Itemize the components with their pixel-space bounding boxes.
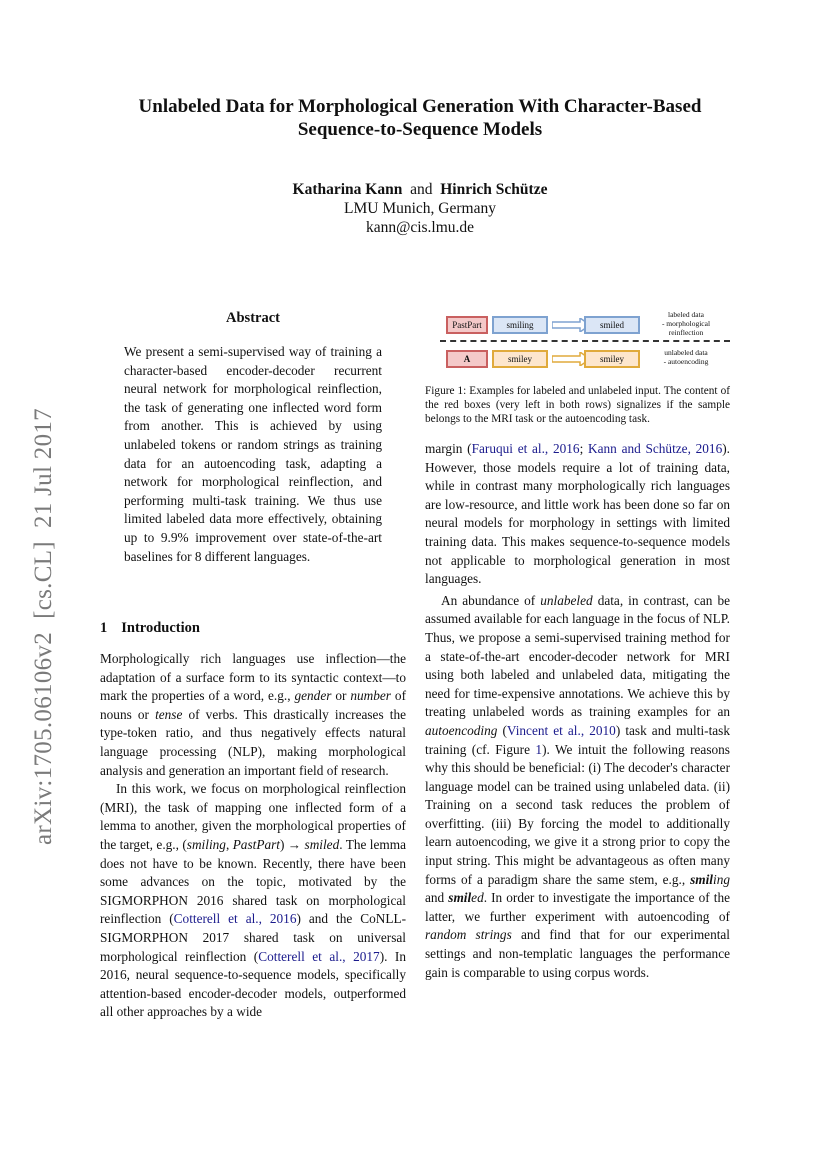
row-label: labeled data - morphological reinflection bbox=[661, 310, 711, 337]
section-number: 1 bbox=[100, 620, 108, 636]
input-box: smiling bbox=[492, 316, 548, 334]
title-line-1: Unlabeled Data for Morphological Generation With Character-Based bbox=[138, 96, 702, 117]
citation-link[interactable]: Kann and Schütze, 2016 bbox=[588, 441, 723, 456]
figure-caption: Figure 1: Examples for labeled and unlabeled input. The content of the red boxes (very left in both rows) signalizes if the sample belongs to the MRI task or the autoencoding task. bbox=[425, 385, 730, 425]
task-tag-box: A bbox=[446, 350, 488, 368]
left-column bbox=[100, 650, 406, 1022]
citation-link[interactable]: Cotterell et al., 2016 bbox=[173, 911, 297, 927]
figure-1 bbox=[440, 308, 740, 373]
affiliation: LMU Munich, Germany bbox=[344, 200, 496, 217]
right-column bbox=[425, 440, 730, 982]
arxiv-stamp: arXiv:1705.06106v2 [cs.CL] 21 Jul 2017 bbox=[30, 408, 57, 845]
citation-link[interactable]: Faruqui et al., 2016 bbox=[471, 441, 580, 456]
paper-title bbox=[100, 95, 740, 141]
citation-link[interactable]: Cotterell et al., 2017 bbox=[258, 948, 380, 964]
figure-ref-link[interactable]: 1 bbox=[535, 741, 543, 757]
section-heading bbox=[100, 620, 214, 637]
paragraph: An abundance of unlabeled data, in contrast, can be assumed available for each language in the focus of NLP. Thus, we propose a semi-supervised training method for a state-of-the-art encoder-decoder network for MRI using both labeled and unlabeled data, mitigating the need for time-expensive annotations. We achieve this by treating unlabeled words as training examples for an autoencoding (Vincent et al., 2010) task and multi-task training (cf. Figure 1). We intuit the following reasons why this should be beneficial: (i) The decoder's character language model can be trained using unlabeled data. (ii) Training on a second task reduces the problem of overfitting. (iii) By forcing the model to additionally learn autoencoding, we give it a strong prior to copy the input string. This might be advantageous as often many forms of a paradigm share the same stem, e.g., smiling and smiled. In order to investigate the importance of the latter, we further experiment with autoencoding of random strings and find that for our experimental settings and non-templatic languages the performance gain is comparable to using corpus words. bbox=[425, 592, 731, 980]
paragraph: Morphologically rich languages use inflection—the adaptation of a surface form to its syntactic context—to mark the properties of a word, e.g., gender or number of nouns or tense of verbs. This drastically increases the type-token ratio, and thus negatively effects natural language processing (NLP), making morphological analysis and generation an important field of research. bbox=[100, 651, 406, 778]
abstract-text: We present a semi-supervised way of training a character-based encoder-decoder recurrent neural network for morphological reinflection, the task of generating one inflected word form from another. This is achieved by using unlabeled tokens or random strings as training data for an autoencoding task, adapting a network for morphological reinflection, and performing multi-task training. We thus use limited labeled data more effectively, obtaining up to 9.9% improvement over state-of-the-art baselines for 8 different languages. bbox=[124, 344, 382, 564]
output-box: smiley bbox=[584, 350, 640, 368]
abstract-heading: Abstract bbox=[226, 310, 280, 326]
paragraph: margin (Faruqui et al., 2016; Kann and Schütze, 2016). However, those models require a lot of training data, while in contrast many morphologically rich languages are low-resource, and little work has been done so far on neural models for morphology in settings with limited training data. This makes sequence-to-sequence models not applicable to morphological generation in most languages. bbox=[425, 441, 730, 587]
output-box: smiled bbox=[584, 316, 640, 334]
section-title: Introduction bbox=[121, 620, 200, 636]
author-block bbox=[100, 180, 740, 237]
row-label: unlabeled data - autoencoding bbox=[663, 348, 709, 366]
and-text: and bbox=[410, 181, 433, 198]
task-tag-box: PastPart bbox=[446, 316, 488, 334]
author-2: Hinrich Schütze bbox=[440, 181, 548, 198]
title-line-2: Sequence-to-Sequence Models bbox=[297, 119, 543, 140]
author-1: Katharina Kann bbox=[292, 181, 403, 198]
input-box: smiley bbox=[492, 350, 548, 368]
citation-link[interactable]: Vincent et al., 2010 bbox=[506, 722, 616, 738]
email: kann@cis.lmu.de bbox=[365, 219, 475, 236]
paragraph: In this work, we focus on morphological reinflection (MRI), the task of mapping one inflected form of a lemma to another, given the morphological properties of the target, e.g., (smiling, PastPart) → smiled. The lemma does not have to be known. Recently, there have been some advances on the topic, motivated by the SIGMORPHON 2016 shared task on morphological reinflection (Cotterell et al., 2016) and the CoNLL-SIGMORPHON 2017 shared task on universal morphological reinflection (Cotterell et al., 2017). In 2016, neural sequence-to-sequence models, specifically attention-based encoder-decoder models, outperformed all other approaches by a wide bbox=[100, 781, 407, 1020]
divider bbox=[440, 340, 730, 342]
